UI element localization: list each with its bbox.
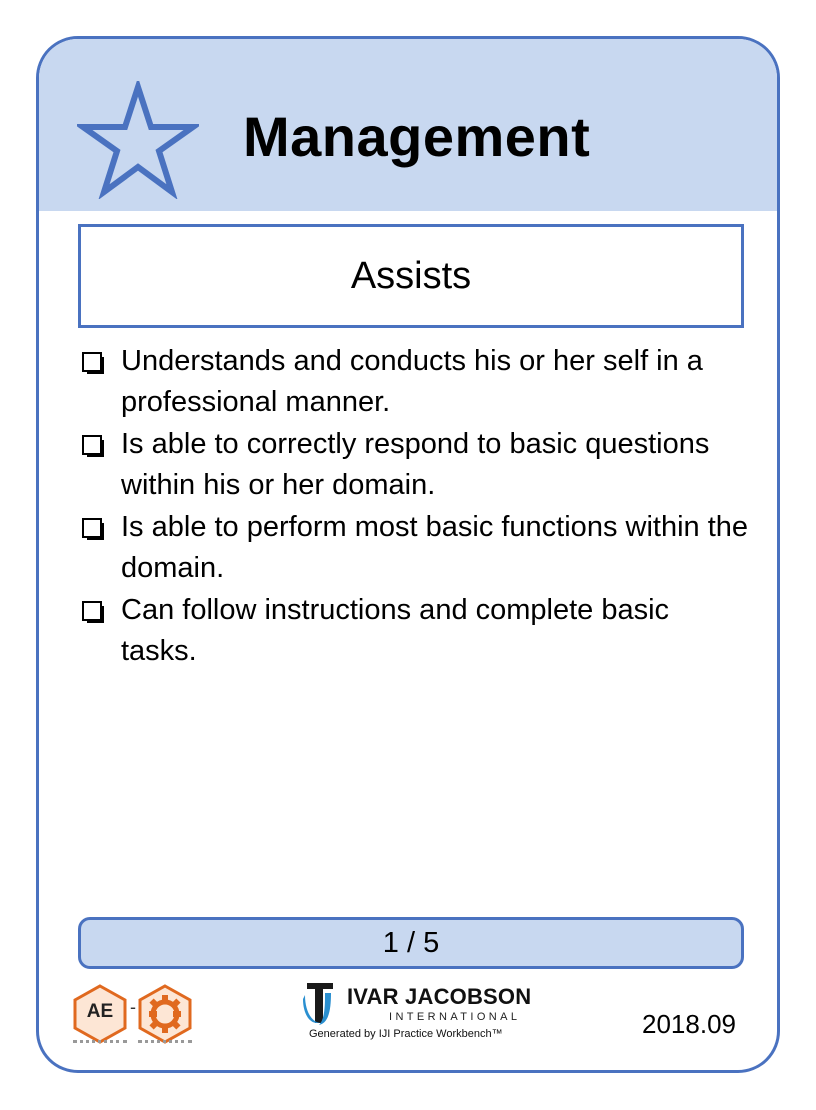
checklist-item xyxy=(79,507,751,589)
version-label: 2018.09 xyxy=(642,1009,736,1039)
card-header xyxy=(39,39,777,211)
level-box xyxy=(78,224,744,328)
checklist-item-text: Is able to correctly respond to basic questions within his or her domain. xyxy=(121,428,710,501)
star-icon xyxy=(77,81,199,199)
checkbox-icon[interactable] xyxy=(82,601,102,621)
card-title: Management xyxy=(243,105,591,168)
level-label: Assists xyxy=(350,255,472,297)
logo-name: IVAR JACOBSON xyxy=(347,984,532,1009)
checklist-item xyxy=(79,341,751,423)
checklist xyxy=(79,341,751,673)
logo-subtitle: INTERNATIONAL xyxy=(389,1011,521,1023)
checklist-item-text: Understands and conducts his or her self in a professional manner. xyxy=(121,345,703,418)
pager-bar xyxy=(78,917,744,969)
checklist-item xyxy=(79,590,751,672)
gear-badge-dots xyxy=(138,1040,192,1043)
checklist-item-text: Can follow instructions and complete basic tasks. xyxy=(121,594,670,667)
card xyxy=(36,36,780,1073)
badge-separator: - xyxy=(130,997,136,1017)
generated-by-text: Generated by IJI Practice Workbench™ xyxy=(309,1028,503,1040)
checkbox-icon[interactable] xyxy=(82,352,102,372)
checklist-item-text: Is able to perform most basic functions within the domain. xyxy=(121,511,749,584)
checkbox-icon[interactable] xyxy=(82,518,102,538)
gear-hexagon-icon xyxy=(137,983,193,1045)
pager-text: 1 / 5 xyxy=(382,927,440,959)
ae-badge-dots xyxy=(73,1040,127,1043)
ae-badge-label: AE xyxy=(86,1001,114,1022)
checklist-item xyxy=(79,424,751,506)
ivar-jacobson-logo-icon xyxy=(303,979,339,1027)
checkbox-icon[interactable] xyxy=(82,435,102,455)
